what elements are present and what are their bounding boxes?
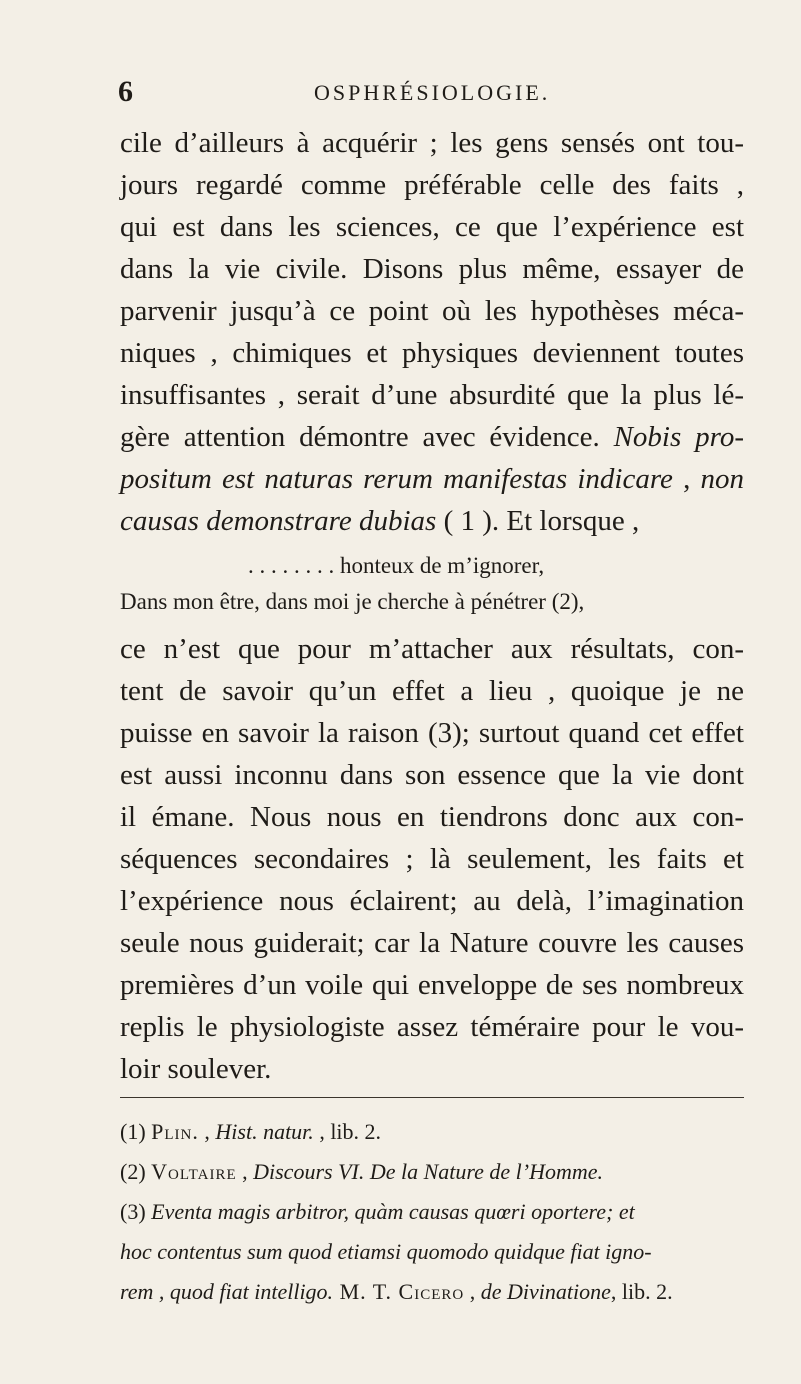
text-line: l’expérience nous éclairent; au delà, l’imagination — [120, 885, 744, 917]
text-line: seule nous guiderait; car la Nature couvre les causes — [120, 927, 744, 959]
text-line — [120, 458, 744, 500]
footnote-marker: (3) — [120, 1199, 146, 1224]
text-line: parvenir jusqu’à ce point où les hypothèses méca- — [120, 295, 744, 327]
text-line: cile d’ailleurs à acquérir ; les gens sensés ont tou- — [120, 127, 744, 159]
text-line: il émane. Nous nous en tiendrons donc aux con- — [120, 801, 744, 833]
footnote-latin: Eventa magis arbitror, quàm causas quœri oportere; et — [151, 1199, 635, 1224]
footnote-title: de Divinatione — [480, 1279, 611, 1304]
latin-quote: causas demonstrare dubias — [120, 505, 437, 537]
text-line — [120, 500, 744, 542]
footnote-latin: rem , quod fiat intelligo. — [120, 1279, 334, 1304]
paragraph-top — [120, 122, 744, 542]
footnote-3 — [120, 1192, 750, 1232]
footnote-separator: , — [198, 1119, 216, 1144]
text-line: dans la vie civile. Disons plus même, essayer de — [120, 253, 744, 285]
text-line: replis le physiologiste assez téméraire pour le vou- — [120, 1011, 744, 1043]
text-line: loir soulever. — [120, 1053, 272, 1085]
text-line: séquences secondaires ; là seulement, les faits et — [120, 843, 744, 875]
text-line — [120, 416, 744, 458]
footnotes — [120, 1112, 750, 1312]
page-header — [118, 72, 738, 112]
footnote-reference: , lib. 2. — [313, 1119, 382, 1144]
footnote-1 — [120, 1112, 750, 1152]
text-line: ce n’est que pour m’attacher aux résultats, con- — [120, 633, 744, 665]
text-line: premières d’un voile qui enveloppe de ses nombreux — [120, 969, 744, 1001]
text-line: qui est dans les sciences, ce que l’expérience est — [120, 211, 744, 243]
footnote-separator: , — [464, 1279, 481, 1304]
verse-quote — [120, 548, 744, 620]
footnote-ref: ( 1 ). Et lorsque , — [436, 505, 640, 537]
page-number: 6 — [118, 75, 133, 108]
text-line: est aussi inconnu dans son essence que la vie dont — [120, 759, 744, 791]
footnote-2 — [120, 1152, 750, 1192]
footnote-author: Plin. — [151, 1119, 199, 1144]
latin-quote: non — [700, 463, 745, 495]
running-title: OSPHRÉSIOLOGIE. — [314, 80, 551, 105]
text-line: insuffisantes , serait d’une absurdité que la plus lé- — [120, 379, 744, 411]
text-line: tent de savoir qu’un effet a lieu , quoique je ne — [120, 675, 744, 707]
verse-line: Dans mon être, dans moi je cherche à pénétrer (2), — [120, 589, 585, 614]
text-fragment: , — [672, 463, 701, 495]
footnote-3-cont — [120, 1232, 750, 1272]
footnote-reference: , lib. 2. — [610, 1279, 673, 1304]
text-fragment: gère attention démontre avec évidence. — [120, 421, 600, 453]
footnote-divider — [120, 1097, 744, 1098]
footnote-marker: (1) — [120, 1119, 146, 1144]
footnote-author: M. T. Cicero — [333, 1279, 465, 1304]
latin-quote: Nobis pro- — [613, 421, 745, 453]
footnote-title: Discours VI. De la Nature de l’Homme. — [253, 1159, 604, 1184]
footnote-author: Voltaire — [151, 1159, 237, 1184]
paragraph-bottom — [120, 628, 744, 1090]
text-line: niques , chimiques et physiques deviennent toutes — [120, 337, 744, 369]
footnote-3-cont — [120, 1272, 750, 1312]
footnote-separator: , — [236, 1159, 254, 1184]
footnote-marker: (2) — [120, 1159, 146, 1184]
verse-line: . . . . . . . . honteux de m’ignorer, — [248, 553, 545, 578]
text-line: jours regardé comme préférable celle des faits , — [120, 169, 744, 201]
text-line: puisse en savoir la raison (3); surtout quand cet effet — [120, 717, 744, 749]
footnote-latin: hoc contentus sum quod etiamsi quomodo quidque fiat igno- — [120, 1239, 652, 1264]
latin-quote: positum est naturas rerum manifestas indicare — [120, 463, 673, 495]
footnote-title: Hist. natur. — [215, 1119, 314, 1144]
